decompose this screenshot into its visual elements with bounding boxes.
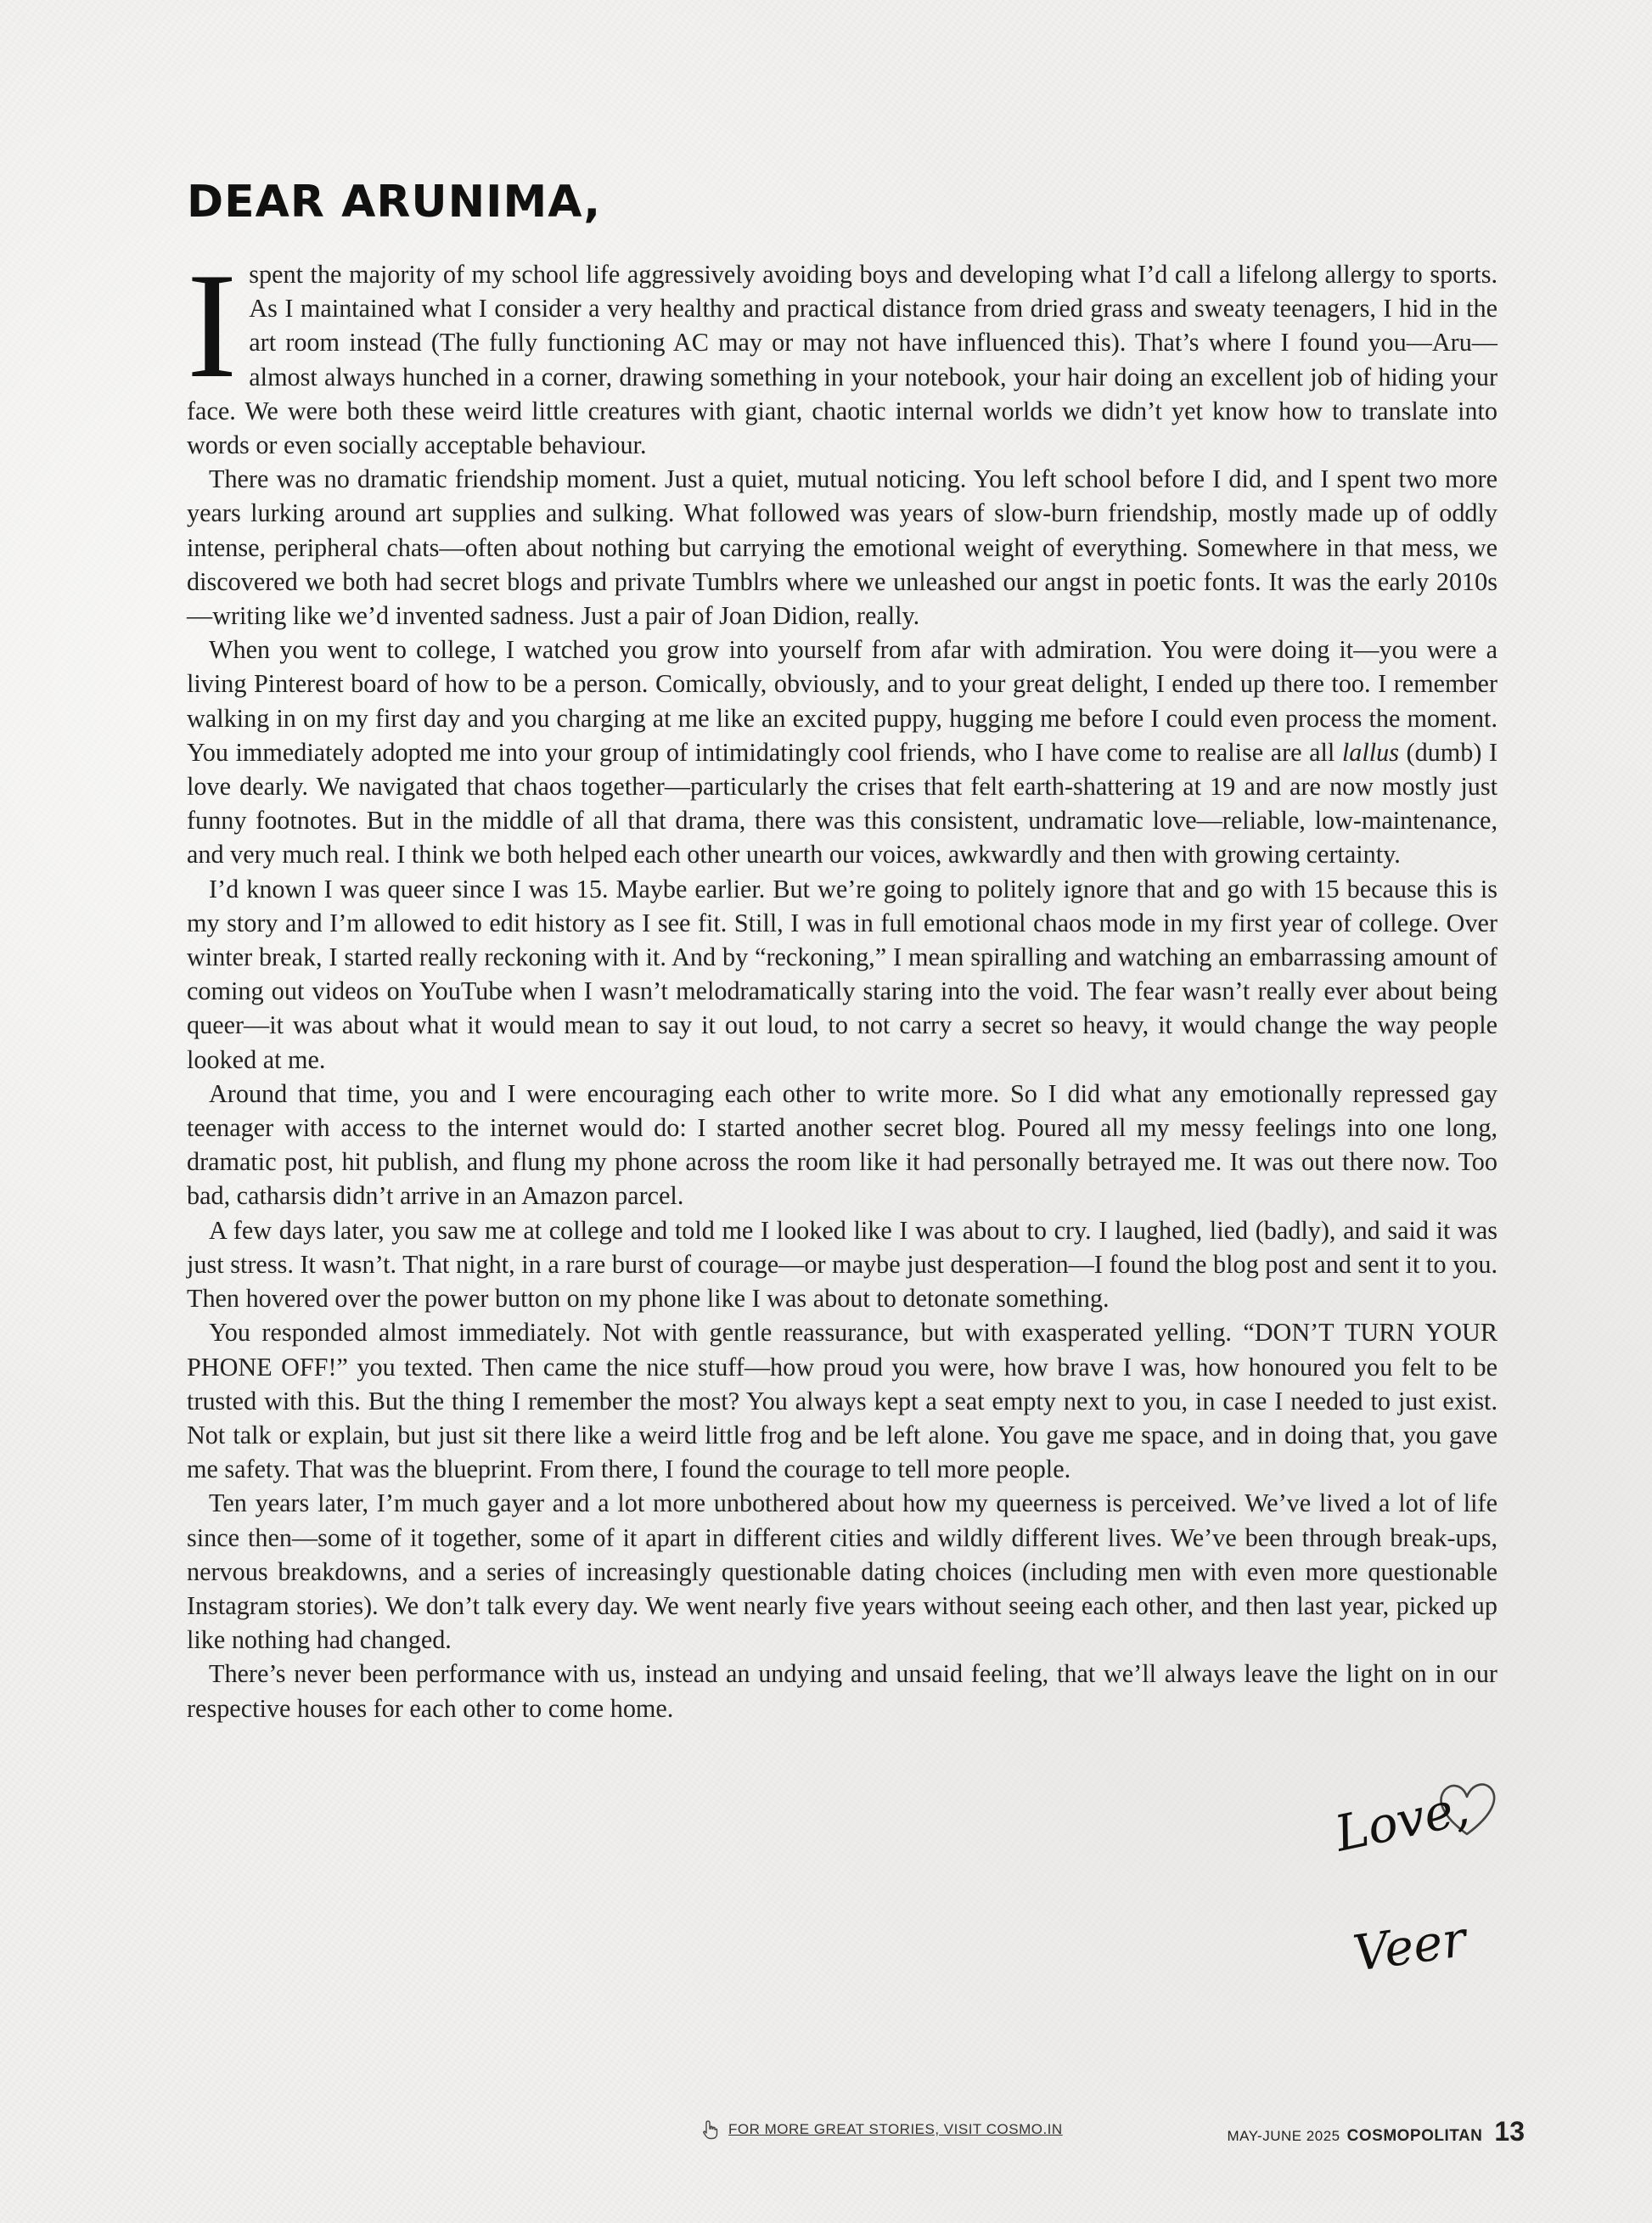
drop-cap: I — [187, 241, 238, 409]
pointing-hand-icon — [701, 2119, 720, 2140]
paragraph-6: A few days later, you saw me at college and told me I looked like I was about to cry. I laughed, lied (badly), and said it was just stress. It wasn’t. That night, in a rare burst of courage—or maybe just desperation—I found the blog post and sent it to you. Then hovered over the power button on my phone like I was about to detonate something. — [187, 1215, 1497, 1314]
magazine-name: COSMOPOLITAN — [1346, 2127, 1483, 2145]
folio — [1228, 2116, 1525, 2147]
page-footer — [0, 2116, 1652, 2150]
paragraph-3-italic-word: lallus — [1341, 737, 1399, 767]
page-number: 13 — [1494, 2116, 1525, 2147]
cta-link[interactable]: FOR MORE GREAT STORIES, VISIT COSMO.IN — [728, 2121, 1063, 2137]
footer-cta[interactable] — [701, 2119, 1063, 2140]
paragraph-2: There was no dramatic friendship moment. Just a quiet, mutual noticing. You left school before I did, and I spent two more years lurking around art supplies and sulking. What followed was years of slow-burn friendship, mostly made up of oddly intense, peripheral chats—often about nothing but carrying the emotional weight of everything. Somewhere in that mess, we discovered we both had secret blogs and private Tumblrs where we unleashed our angst in poetic fonts. It was the early 2010s—writing like we’d invented sadness. Just a pair of Joan Didion, really. — [187, 464, 1497, 631]
paragraph-1-text: spent the majority of my school life aggressively avoiding boys and developing what I’d call a lifelong allergy to sports. As I maintained what I consider a very healthy and practical distance from dried grass and sweaty teenagers, I hid in the art room instead (The fully functioning AC may or may not have influenced this). That’s where I found you—Aru—almost always hunched in a corner, drawing something in your notebook, your hair doing an excellent job of hiding your face. We were both these weird little creatures with giant, chaotic internal worlds we didn’t yet know how to translate into words or even socially acceptable behaviour. — [187, 260, 1497, 460]
letter-title: DEAR ARUNIMA, — [187, 177, 602, 228]
paragraph-5: Around that time, you and I were encouraging each other to write more. So I did what any emotionally repressed gay teenager with access to the internet would do: I started another secret blog. Poured all my messy feelings into one long, dramatic post, hit publish, and flung my phone across the room like it had personally betrayed me. It was out there now. Too bad, catharsis didn’t arrive in an Amazon parcel. — [187, 1078, 1497, 1211]
paragraph-3-before: When you went to college, I watched you grow into yourself from afar with admiration. You were doing it—you were a living Pinterest board of how to be a person. Comically, obviously, and to your great delight, I ended up there too. I remember walking in on my first day and you charging at me like an excited puppy, hugging me before I could even process the moment. You immediately adopted me into your group of intimidatingly cool friends, who I have come to realise are all — [187, 635, 1497, 767]
paragraph-8: Ten years later, I’m much gayer and a lot more unbothered about how my queerness is perceived. We’ve lived a lot of life since then—some of it together, some of it apart in different cities and wildly different lives. We’ve been through break-ups, nervous breakdowns, and a series of increasingly questionable dating choices (including men with even more questionable Instagram stories). We don’t talk every day. We went nearly five years without seeing each other, and then last year, picked up like nothing had changed. — [187, 1489, 1497, 1655]
signoff — [1324, 1775, 1511, 1987]
paragraph-9: There’s never been performance with us, instead an undying and unsaid feeling, that we’ll always leave the light on in our respective houses for each other to come home. — [187, 1659, 1497, 1723]
issue-date: MAY-JUNE 2025 — [1227, 2128, 1340, 2144]
paragraph-4: I’d known I was queer since I was 15. Maybe earlier. But we’re going to politely ignore that and go with 15 because this is my story and I’m allowed to edit history as I see fit. Still, I was in full emotional chaos mode in my first year of college. Over winter break, I started really reckoning with it. And by “reckoning,” I mean spiralling and watching an embarrassing amount of coming out videos on YouTube when I wasn’t melodramatically staring into the void. The fear wasn’t really ever about being queer—it was about what it would mean to say it out loud, to not carry a secret so heavy, it would change the way people looked at me. — [187, 874, 1497, 1074]
closing-text: Love, — [1329, 1778, 1475, 1863]
paragraph-7: You responded almost immediately. Not with gentle reassurance, but with exasperated yelling. “DON’T TURN YOUR PHONE OFF!” you texted. Then came the nice stuff—how proud you were, how brave I was, how honoured you felt to be trusted with this. But the thing I remember the most? You always kept a seat empty next to you, in case I needed to just exist. Not talk or explain, but just sit there like a weird little frog and be left alone. You gave me space, and in doing that, you gave me safety. That was the blueprint. From there, I found the courage to tell more people. — [187, 1318, 1497, 1484]
paragraph-3-after: (dumb) I love dearly. We navigated that chaos together—particularly the crises that felt earth-shattering at 19 and are now mostly just funny footnotes. But in the middle of all that drama, there was this consistent, undramatic love—reliable, low-maintenance, and very much real. I think we both helped each other unearth our voices, awkwardly and then with growing certainty. — [187, 737, 1498, 870]
signature: Veer — [1349, 1910, 1470, 1983]
paragraph-3 — [187, 633, 1497, 871]
paragraph-1 — [187, 241, 1497, 462]
letter-body — [187, 241, 1498, 1725]
